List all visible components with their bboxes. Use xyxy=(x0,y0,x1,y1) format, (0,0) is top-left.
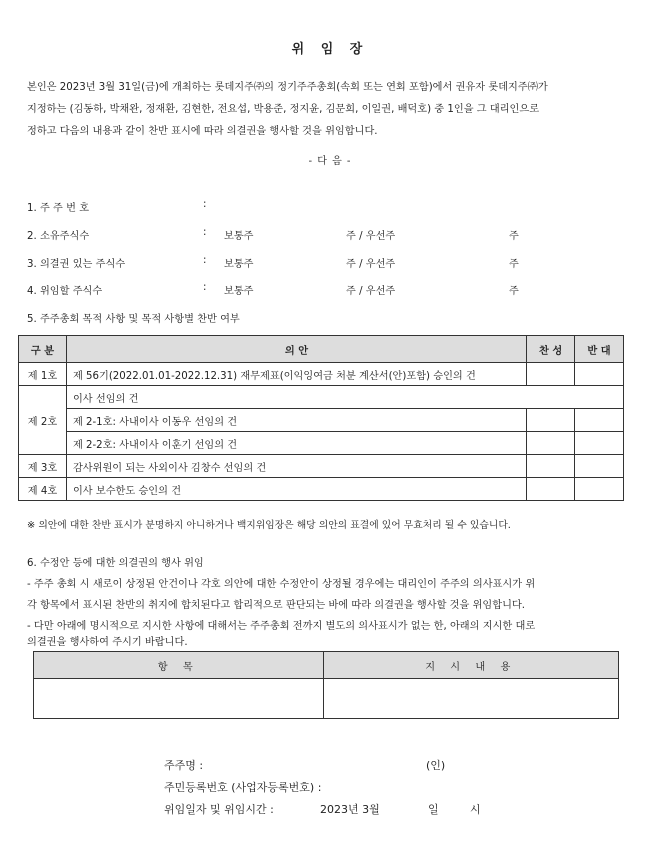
row-3-agenda: 감사위원이 되는 사외이사 김창수 선임의 건 xyxy=(66,455,526,478)
item-agenda-label: 5. 주주총회 목적 사항 및 목적 사항별 찬반 여부 xyxy=(27,314,240,325)
delegation-date-label: 위임일자 및 위임시간 : xyxy=(164,803,274,816)
section-6-title: 6. 수정안 등에 대한 의결권의 행사 위임 xyxy=(27,558,204,569)
intro-line-3: 정하고 다음의 내용과 같이 찬반 표시에 따라 의결권을 행사할 것을 위임합니다. xyxy=(27,126,378,137)
item-2-unit: 주 xyxy=(509,231,519,242)
row-4-no: 제 4호 xyxy=(19,478,67,501)
row-2-2-for-cell[interactable] xyxy=(527,432,575,455)
section-6-line-3: - 다만 아래에 명시적으로 지시한 사항에 대해서는 주주총회 전까지 별도의 의사표시가 없는 한, 아래의 지시한 대로 xyxy=(27,621,536,632)
item-1-colon: : xyxy=(203,199,207,210)
table-row xyxy=(19,432,624,455)
intro-line-1: 본인은 2023년 3월 31일(금)에 개최하는 롯데지주㈜의 정기주주총회(속회 또는 연회 포함)에서 권유자 롯데지주㈜가 xyxy=(27,82,548,93)
header-for: 찬 성 xyxy=(527,336,575,363)
row-1-no: 제 1호 xyxy=(19,363,67,386)
item-3-pref: 주 / 우선주 xyxy=(346,259,396,270)
delegation-year-month: 2023년 3월 xyxy=(320,803,380,816)
shareholder-name-label: 주주명 : xyxy=(164,759,204,772)
table-row xyxy=(19,478,624,501)
delegation-day: 일 xyxy=(428,803,439,816)
item-owned-shares-label: 2. 소유주식수 xyxy=(27,231,90,242)
instruction-table xyxy=(33,651,619,719)
item-2-common: 보통주 xyxy=(224,231,254,242)
table-row xyxy=(19,363,624,386)
item-delegated-shares-label: 4. 위임할 주식수 xyxy=(27,286,103,297)
row-2-no: 제 2호 xyxy=(19,386,67,455)
vote-table-header xyxy=(19,336,624,363)
table-row xyxy=(19,409,624,432)
subheading: - 다 음 - xyxy=(308,156,352,167)
item-4-unit: 주 xyxy=(509,286,519,297)
table-row xyxy=(34,679,619,719)
instruction-item-cell[interactable] xyxy=(34,679,324,719)
vote-table xyxy=(18,335,624,501)
row-3-for-cell[interactable] xyxy=(527,455,575,478)
table-row xyxy=(19,455,624,478)
row-2-2-agenda: 제 2-2호: 사내이사 이훈기 선임의 건 xyxy=(66,432,526,455)
item-4-common: 보통주 xyxy=(224,286,254,297)
table-row xyxy=(19,386,624,409)
item-shareholder-number-label: 1. 주 주 번 호 xyxy=(27,203,90,214)
intro-line-2: 지정하는 (김동하, 박채완, 정재환, 김현한, 전요섭, 박용준, 정지윤, 김문희, 이일권, 배덕호) 중 1인을 그 대리인으로 xyxy=(27,104,540,115)
document-title: 위 임 장 xyxy=(291,42,369,57)
item-2-colon: : xyxy=(203,227,207,238)
item-3-unit: 주 xyxy=(509,259,519,270)
instruction-content-cell[interactable] xyxy=(323,679,619,719)
row-1-agenda: 제 56기(2022.01.01-2022.12.31) 재무제표(이익잉여금 처분 계산서(안)포함) 승인의 건 xyxy=(66,363,526,386)
registration-number-label: 주민등록번호 (사업자등록번호) : xyxy=(164,781,322,794)
row-1-for-cell[interactable] xyxy=(527,363,575,386)
item-3-colon: : xyxy=(203,255,207,266)
row-4-against-cell[interactable] xyxy=(575,478,624,501)
row-3-against-cell[interactable] xyxy=(575,455,624,478)
section-6-line-1: - 주주 총회 시 새로이 상정된 안건이나 각호 의안에 대한 수정안이 상정될 경우에는 대리인이 주주의 의사표시가 위 xyxy=(27,579,536,590)
row-2-agenda: 이사 선임의 건 xyxy=(66,386,623,409)
item-3-common: 보통주 xyxy=(224,259,254,270)
section-6-line-4: 의결권을 행사하여 주시기 바랍니다. xyxy=(27,637,188,648)
row-4-agenda: 이사 보수한도 승인의 건 xyxy=(66,478,526,501)
row-2-1-agenda: 제 2-1호: 사내이사 이동우 선임의 건 xyxy=(66,409,526,432)
row-1-against-cell[interactable] xyxy=(575,363,624,386)
row-2-2-against-cell[interactable] xyxy=(575,432,624,455)
row-2-1-against-cell[interactable] xyxy=(575,409,624,432)
seal-mark: (인) xyxy=(426,759,446,772)
item-4-colon: : xyxy=(203,282,207,293)
row-2-1-for-cell[interactable] xyxy=(527,409,575,432)
header-division: 구 분 xyxy=(19,336,67,363)
item-2-pref: 주 / 우선주 xyxy=(346,231,396,242)
header-against: 반 대 xyxy=(575,336,624,363)
row-3-no: 제 3호 xyxy=(19,455,67,478)
header-item: 항 목 xyxy=(34,652,324,679)
item-4-pref: 주 / 우선주 xyxy=(346,286,396,297)
item-voting-shares-label: 3. 의결권 있는 주식수 xyxy=(27,259,126,270)
delegation-time: 시 xyxy=(470,803,481,816)
instruction-table-header xyxy=(34,652,619,679)
header-agenda: 의 안 xyxy=(66,336,526,363)
invalid-vote-note: ※ 의안에 대한 찬반 표시가 분명하지 아니하거나 백지위임장은 해당 의안의 표결에 있어 무효처리 될 수 있습니다. xyxy=(27,520,511,531)
row-4-for-cell[interactable] xyxy=(527,478,575,501)
header-instruction: 지 시 내 용 xyxy=(323,652,619,679)
section-6-line-2: 각 항목에서 표시된 찬반의 취지에 합치된다고 합리적으로 판단되는 바에 따라 의결권을 행사할 것을 위임합니다. xyxy=(27,600,526,611)
